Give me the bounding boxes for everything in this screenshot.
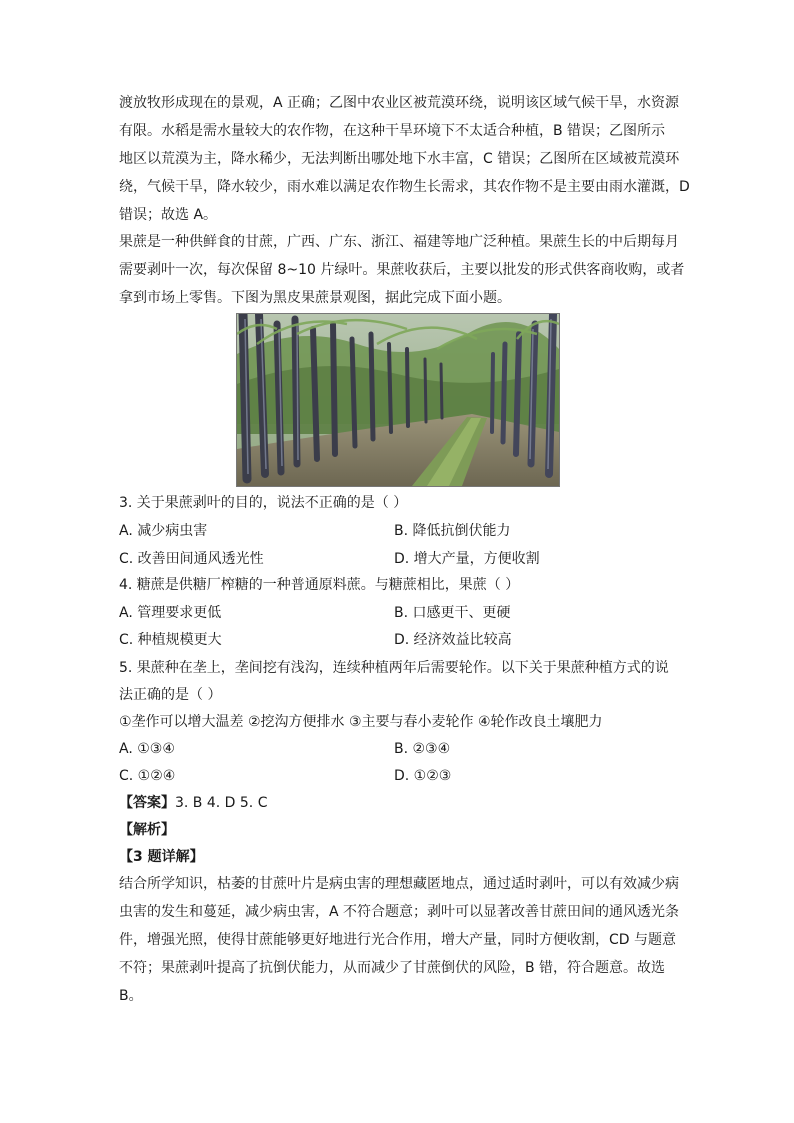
intro-paragraph: [119, 89, 699, 229]
intro-line: 有限。水稻是需水量较大的农作物，在这种干旱环境下不太适合种植，B 错误；乙图所示: [119, 123, 666, 139]
question-5-options-row-2: [119, 762, 699, 790]
intro-line: 地区以荒漠为主，降水稀少，无法判断出哪处地下水丰富，C 错误；乙图所在区域被荒漠环: [119, 151, 680, 167]
explanation-line: 虫害的发生和蔓延，减少病虫害，A 不符合题意；剥叶可以显著改善甘蔗田间的通风透光条: [119, 904, 680, 920]
question-5-option-c: C. ①②④: [119, 768, 176, 784]
explanation-line: 结合所学知识，枯萎的甘蔗叶片是病虫害的理想藏匿地点，通过适时剥叶，可以有效减少病: [119, 876, 679, 892]
explanation-paragraph: [119, 870, 699, 1010]
explanation-line: 件，增强光照，使得甘蔗能够更好地进行光合作用，增大产量，同时方便收割，CD 与题意: [119, 932, 677, 948]
context-line: 需要剥叶一次，每次保留 8~10 片绿叶。果蔗收获后，主要以批发的形式供客商收购，或者: [119, 262, 685, 278]
question-4-option-a: A. 管理要求更低: [119, 605, 222, 621]
question-4-stem: 4. 糖蔗是供糖厂榨糖的一种普通原料蔗。与糖蔗相比，果蔗（ ）: [119, 577, 520, 593]
question-5-stem-line-1: 5. 果蔗种在垄上，垄间挖有浅沟，连续种植两年后需要轮作。以下关于果蔗种植方式的说: [119, 660, 669, 676]
intro-line: 渡放牧形成现在的景观，A 正确；乙图中农业区被荒漠环绕，说明该区域气候干旱，水资源: [119, 95, 680, 111]
question-5-statements: ①垄作可以增大温差 ②挖沟方便排水 ③主要与春小麦轮作 ④轮作改良土壤肥力: [119, 714, 603, 730]
intro-line: 错误；故选 A。: [119, 207, 218, 223]
question-3-options-row-2: [119, 545, 699, 573]
question-5-options-row-1: [119, 735, 699, 763]
explanation-line: 不符；果蔗剥叶提高了抗倒伏能力，从而减少了甘蔗倒伏的风险，B 错，符合题意。故选: [119, 960, 666, 976]
analysis-label: 【解析】: [119, 822, 175, 838]
sugarcane-photo: [236, 313, 560, 487]
question-3-option-c: C. 改善田间通风透光性: [119, 551, 264, 567]
context-paragraph: [119, 228, 699, 312]
question-4-option-c: C. 种植规模更大: [119, 632, 222, 648]
question-5-stem-line-2: 法正确的是（ ）: [119, 687, 222, 703]
question-5-option-d: D. ①②③: [394, 768, 452, 784]
answer-line: [119, 789, 267, 817]
question-3-option-d: D. 增大产量，方便收割: [394, 551, 540, 567]
detail-label: 【3 题详解】: [119, 849, 204, 865]
answer-values: 3. B 4. D 5. C: [175, 795, 268, 811]
context-line: 果蔗是一种供鲜食的甘蔗，广西、广东、浙江、福建等地广泛种植。果蔗生长的中后期每月: [119, 234, 679, 250]
question-4-option-b: B. 口感更干、更硬: [394, 605, 511, 621]
explanation-line: B。: [119, 988, 143, 1004]
question-4-option-d: D. 经济效益比较高: [394, 632, 512, 648]
question-3-options-row-1: [119, 517, 699, 545]
question-5-option-b: B. ②③④: [394, 741, 451, 757]
question-5-option-a: A. ①③④: [119, 741, 175, 757]
question-3-stem: 3. 关于果蔗剥叶的目的，说法不正确的是（ ）: [119, 495, 408, 511]
answer-label: 【答案】: [119, 795, 175, 811]
context-line: 拿到市场上零售。下图为黑皮果蔗景观图，据此完成下面小题。: [119, 290, 511, 306]
question-4-options-row-1: [119, 599, 699, 627]
question-3-option-a: A. 减少病虫害: [119, 523, 208, 539]
question-4-options-row-2: [119, 626, 699, 654]
intro-line: 绕，气候干旱，降水较少，雨水难以满足农作物生长需求，其农作物不是主要由雨水灌溉，D: [119, 179, 690, 195]
question-3-option-b: B. 降低抗倒伏能力: [394, 523, 511, 539]
sugarcane-illustration: [237, 314, 559, 486]
